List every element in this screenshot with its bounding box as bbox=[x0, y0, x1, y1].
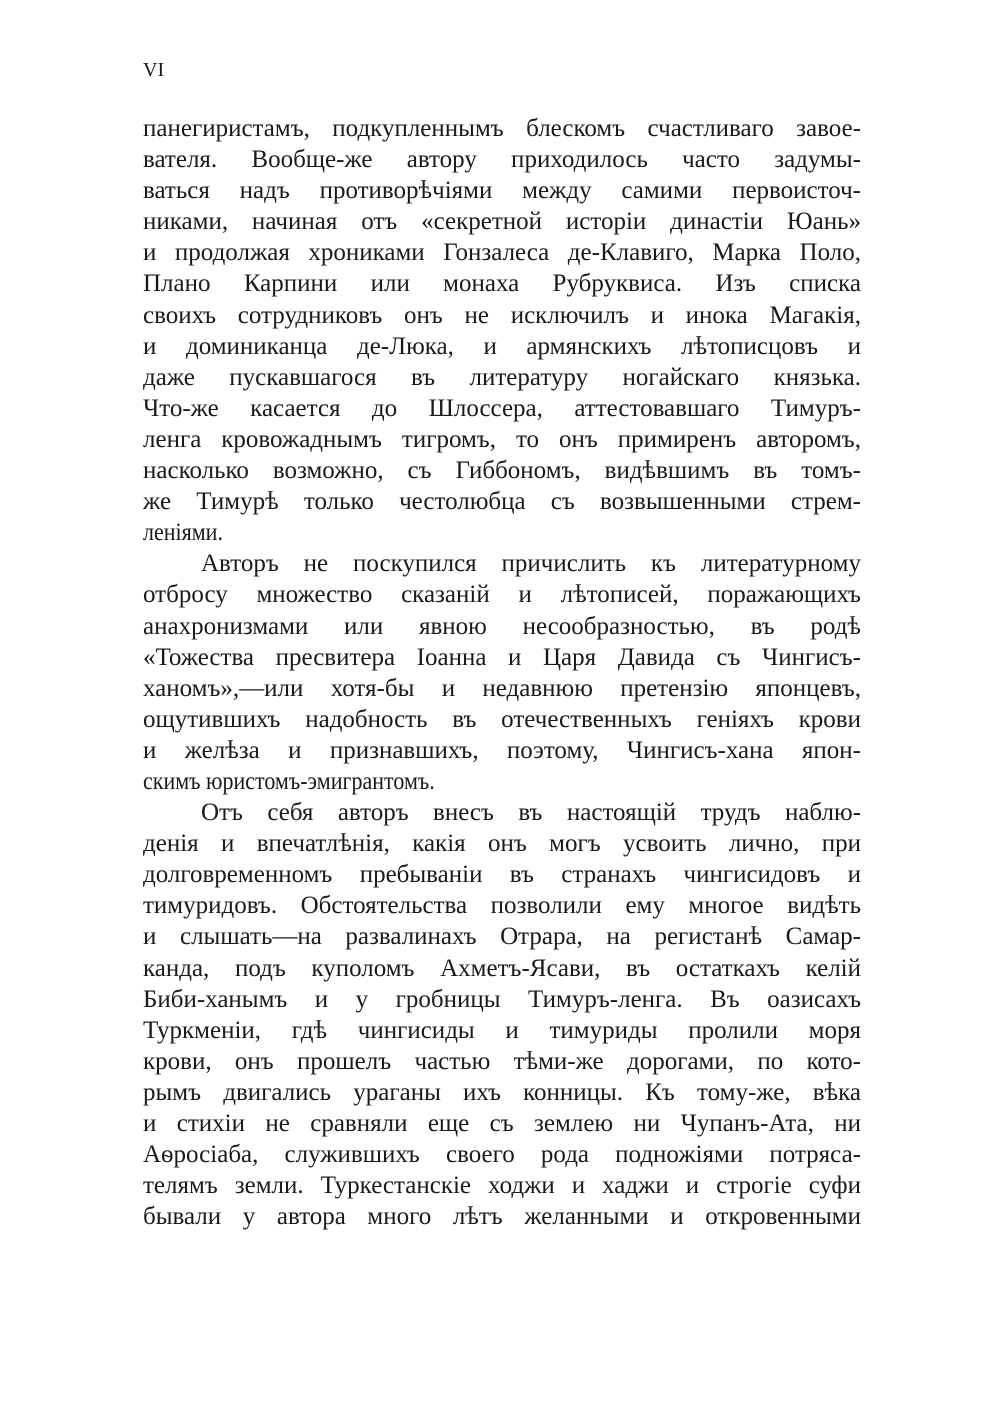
page-number: VI bbox=[143, 59, 165, 81]
text-line: «Тожества пресвитера Іоанна и Царя Давида съ Чингисъ- bbox=[143, 643, 861, 671]
text-line: панегиристамъ, подкупленнымъ блескомъ счастливаго завое- bbox=[143, 115, 861, 142]
text-line: и доминиканца де-Люка, и армянскихъ лѣтописцовъ и bbox=[143, 332, 861, 360]
text-line: ваться надъ противорѣчіями между самими первоисточ- bbox=[143, 177, 861, 205]
text-line: скимъ юристомъ-эмигрантомъ. bbox=[143, 767, 435, 795]
paragraph-1 bbox=[143, 113, 861, 548]
text-line: вателя. Вообще-же автору приходилось часто задумы- bbox=[143, 146, 861, 174]
text-line: рымъ двигались ураганы ихъ конницы. Къ тому-же, вѣка bbox=[143, 1078, 861, 1106]
text-line: Авторъ не поскупился причислить къ литературному bbox=[201, 550, 861, 578]
text-line: отбросу множество сказаній и лѣтописей, поражающихъ bbox=[143, 581, 861, 609]
text-line: Туркменіи, гдѣ чингисиды и тимуриды пролили моря bbox=[143, 1016, 861, 1044]
text-line: Плано Карпини или монаха Рубруквиса. Изъ списка bbox=[143, 270, 861, 298]
text-line: тимуридовъ. Обстоятельства позволили ему многое видѣть bbox=[143, 892, 861, 920]
text-line: насколько возможно, съ Гиббономъ, видѣвшимъ въ томъ- bbox=[143, 457, 861, 485]
text-line: долговременномъ пребываніи въ странахъ чингисидовъ и bbox=[143, 861, 861, 889]
text-line: крови, онъ прошелъ частью тѣми-же дорогами, по кото- bbox=[143, 1047, 861, 1075]
paragraph-3 bbox=[143, 797, 861, 1232]
text-line: же Тимурѣ только честолюбца съ возвышенными стрем- bbox=[143, 488, 861, 516]
text-line: никами, начиная отъ «секретной исторіи династіи Юань» bbox=[143, 208, 861, 236]
text-line: Биби-ханымъ и у гробницы Тимуръ-ленга. Въ оазисахъ bbox=[143, 985, 861, 1013]
text-line: и продолжая хрониками Гонзалеса де-Клавиго, Марка Поло, bbox=[143, 239, 861, 267]
text-line: ощутившихъ надобность въ отечественныхъ геніяхъ крови bbox=[143, 705, 861, 733]
text-line: анахронизмами или явною несообразностью, въ родѣ bbox=[143, 612, 861, 640]
text-line: Что-же касается до Шлоссера, аттестовавшаго Тимуръ- bbox=[143, 394, 861, 422]
page-text-body bbox=[143, 113, 861, 1232]
text-line: даже пускавшагося въ литературу ногайскаго князька. bbox=[143, 363, 861, 391]
text-line: Аѳросіаба, служившихъ своего рода подножіями потряса- bbox=[143, 1141, 861, 1169]
text-line: бывали у автора много лѣтъ желанными и откровенными bbox=[143, 1203, 861, 1231]
text-line: канда, подъ куполомъ Ахметъ-Ясави, въ остаткахъ келій bbox=[143, 954, 861, 982]
text-line: и желѣза и признавшихъ, поэтому, Чингисъ-хана япон- bbox=[143, 736, 861, 764]
text-line: ханомъ»,—или хотя-бы и недавнюю претензію японцевъ, bbox=[143, 674, 861, 702]
paragraph-2 bbox=[143, 548, 861, 797]
text-line: Отъ себя авторъ внесъ въ настоящій трудъ наблю- bbox=[201, 799, 861, 827]
text-line: своихъ сотрудниковъ онъ не исключилъ и инока Магакія, bbox=[143, 301, 861, 329]
text-line: денія и впечатлѣнія, какія онъ могъ усвоить лично, при bbox=[143, 830, 861, 858]
text-line: телямъ земли. Туркестанскіе ходжи и хаджи и строгіе суфи bbox=[143, 1172, 861, 1200]
text-line: леніями. bbox=[143, 519, 223, 547]
text-line: ленга кровожаднымъ тигромъ, то онъ примиренъ авторомъ, bbox=[143, 425, 861, 453]
text-line: и слышать—на развалинахъ Отрара, на регистанѣ Самар- bbox=[143, 923, 861, 951]
text-line: и стихіи не сравняли еще съ землею ни Чупанъ-Ата, ни bbox=[143, 1110, 861, 1137]
